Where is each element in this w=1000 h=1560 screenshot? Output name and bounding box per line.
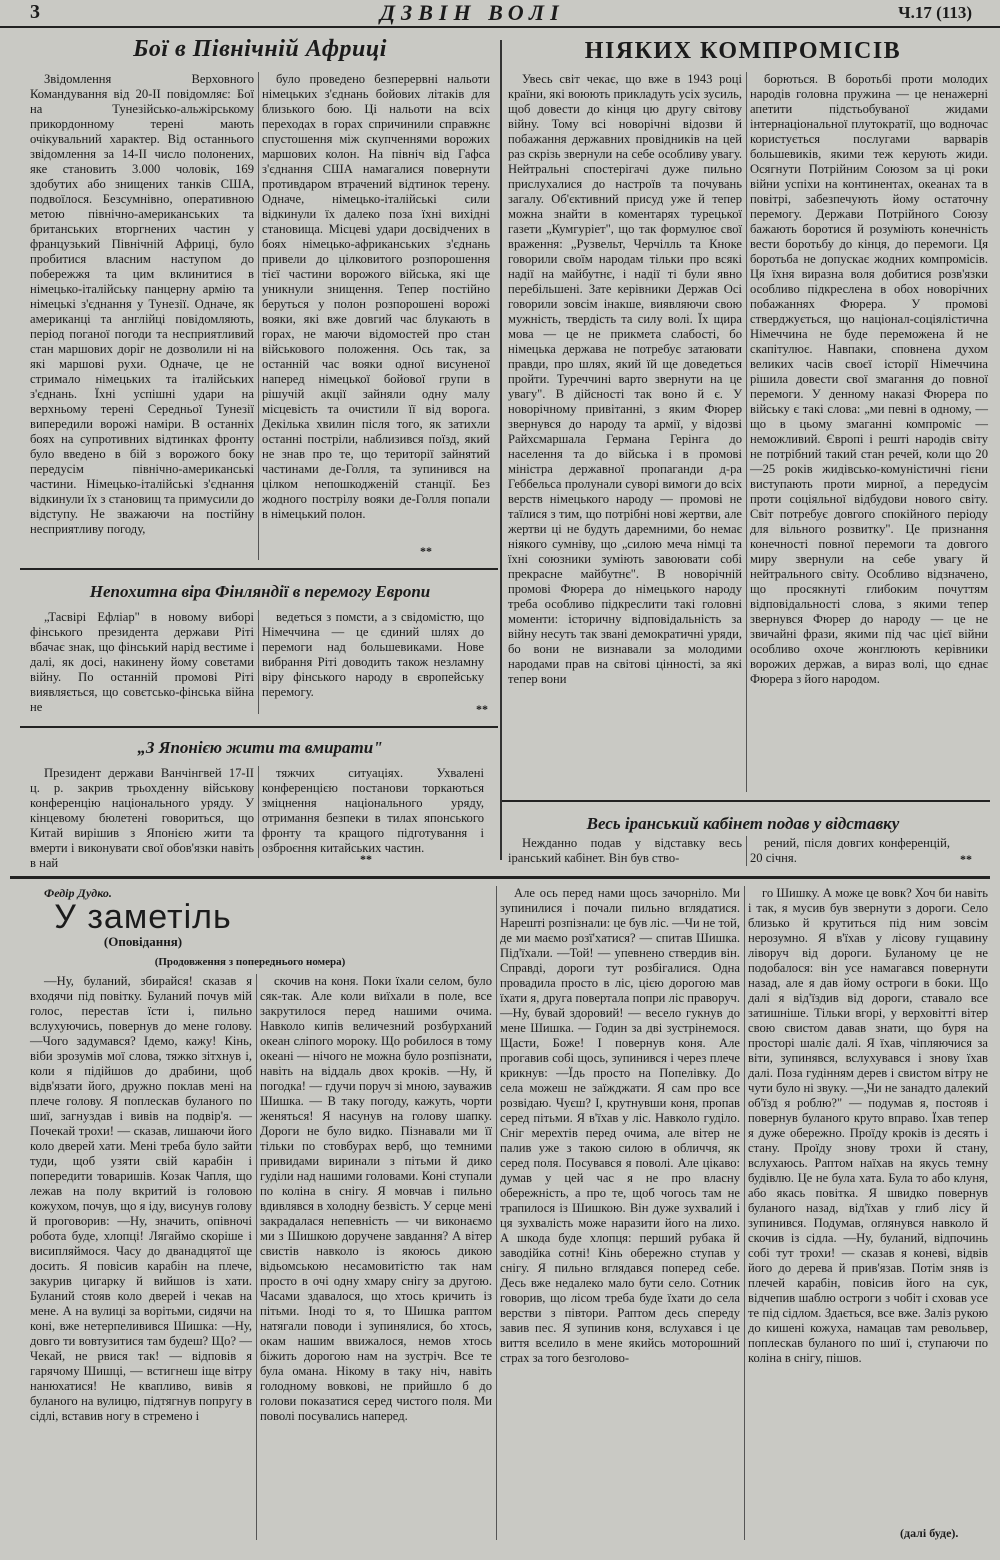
story-col2 bbox=[260, 974, 492, 1540]
article-title-japan: „З Японією жити та вмирати" bbox=[137, 738, 383, 757]
story-text1: —Ну, буланий, збирайся! сказав я входячи під повітку. Буланий почув мій голос, перестав їсти і, пильно вслухуючись, повернув до мене голову. —Чого задумався? Ідемо, кажу! Кінь, віби зрозумів мої слова, тяжко зітхнув і, коли я підійшов до драбини, щоб відв'язати його, дружно поклав мені на плече голову. Я поплескав буланого по шиї, загнуздав і вивів на подвір'я. —Почекай трохи! — сказав, лишаючи його коло дверей хати. Мені треба було зайти туди, щоб узяти свій карабін і попередити товаришів. Козак Чапля, що лежав на полу вкритий із головою кожухом, почув, що я іду, висунув голову й проговорив: —Ну, значить, опівночі робота буде, хлопці! Лягаймо скоріше і висипляймося. Часу до дванадцятої ще досить. Я повісив карабін на плече, закурив цигарку й вийшов із хати. Буланий стояв коло дверей і чекав на мене. А на вулиці за ворітьми, сидячи на коні, вже нетерпеливився Шишка: —Ну, довго ти вовтузитися там будеш? Що? —Чекай, не рвися так! — відповів я гарячому Шишці, — встигнеш іще вітру нанюхатися! Не квапливо, вивів я буланого на вулицю, підтягнув попругу в сідлі, вставив ногу в стремено і bbox=[30, 974, 252, 1423]
article-finland-col1 bbox=[30, 610, 254, 714]
article-compromise-text1: Увесь світ чекає, що вже в 1943 році країни, які воюють прикладуть усіх зусиль, щоб довести до кінця цю другу світову війну. Тому всі новорічні відозви й побажання державних провідників на цей раз скрізь звернули на себе особливу увагу. Нейтральні спостерігачі дуже пильно прислухалися до настроїв та почувань загалу. Об'єктивний присуд уже й тепер можна знайти в коментарях турецької газети „Кумгуріет", що так формулює свої враження: „Рузвельт, Черчілль та Кноке говорили своїм народам тільки про всякі надії на майбутнє, і надії ті були явно перебільшені. Зате керівники Держав Осі говорили зовсім інакше, виявляючи свою мужність, твердість та силу волі. Їх щира мова — це не прикмета слабості, бо німецька держава не потребує затаювати правди, про шлях, який їй ще доведеться пройти. Туреччині варто звернути на це увагу". В дійсності так воно й є. У новорічному привітанні, з яким Фюрер звернувся до народу та армії, у відозві Райхсмаршала Германа Герінга до населення та до війська і в промові міністра державної пропаганди д-ра Геббельса пролунали суворі вимоги до всіх верств німецького народу — промові не таїлися з тим, що потрібні нові жертви, але жертви ці не будуть даремними, бо немає ніякого сумніву, що „силою меча німці та їхні союзники зуміють завоювати собі прекрасне майбутнє". В новорічній промові Фюрера до німецького народу треба особливо підкреслити такі головні моменти: історичну відповідальність за війну несуть так звані демократичні уряди, бо вони не визнавали за молодими народами прав на світові цінності, за які тепер вони bbox=[508, 72, 742, 686]
article-africa-text2: було проведено безперервні нальоти німецьких з'єднань бойових літаків для близького бою. Ці нальоти на всіх переходах в горах спричинили справжнє спустошення між скупченнями ворожих маршових колон. На північ від Гафса з'єднання США намагалися повернути противдаром втрачений відтинок терену. Одначе, німецько-італійські сили відкинули їх далеко поза їхні вихідні становища. Місцеві удари досвідчених в боях німецько-африканських з'єднань привели до цілковитого розпорошення тієї частини ворожого війська, які ще уникнули знищення. Тепер постійно беруться у полон розпорошені ворожі вояки, які вже довгий час блукають в горах, не маючи відомостей про стан військового положення. Ось так, за останній час вояки одної висуненої наперед німецької бойової групи в рішучій акції зайняли одну малу місцевість та очистили її від ворога. Декілька хвилин після того, як затихли останні постріли, наблизився поїзд, який не знав про те, що території зайнятий частинами де-Голля, та зупинився на цілком непошкодженій станції. Без жодного пострілу вояки де-Голля попали в німецький полон. bbox=[262, 72, 490, 521]
article-finland-col2 bbox=[262, 610, 484, 714]
article-title-africa: Бої в Північній Африці bbox=[133, 36, 387, 62]
column-rule bbox=[746, 72, 747, 792]
story-continuation-note: (Продовження з попереднього номера) bbox=[154, 956, 346, 968]
article-compromise-col1 bbox=[508, 72, 742, 792]
column-rule bbox=[258, 610, 259, 714]
column-divider bbox=[500, 40, 502, 860]
article-japan-text2: тяжчих ситуаціях. Ухвалені конференцією постанови торкаються зміцнення національного уряду, отримання безпеки в тилах японського фронту та кращого підготування і озброєння китайських частин. bbox=[262, 766, 484, 855]
end-mark: ** bbox=[420, 544, 432, 558]
end-mark: ** bbox=[960, 852, 972, 866]
column-rule bbox=[496, 886, 497, 1540]
article-title-finland: Непохитна віра Фінляндії в перемогу Европи bbox=[89, 582, 431, 601]
section-rule-bottom bbox=[10, 876, 990, 879]
article-finland-text2: ведеться з помсти, а з свідомістю, що Німеччина — це єдиний шлях до перемоги над большевиками. Нове вибрання Ріті доводить також незламну віру фінського народу в європейську перемогу. bbox=[262, 610, 484, 699]
story-text3: Але ось перед нами щось зачорніло. Ми зупинилися і почали пильно вглядатися. Нарешті розпізнали: це був ліс. —Чи не той, де ми маємо розї'хатися? — спитав Шишка. Під'їхали. —Той! — упевнено ствердив він. Справді, дороги тут розбігалися. Одна провадила просто в ліс, цією дорогою мав їхати я, друга повертала попри ліс праворуч. —Ну, бувай здоровий! — весело гукнув до мене Шишка. — Годин за дві зустрінемося. Щасти, Боже! І повернув коня. Але прогавив собі щось, зупинився і через плече крикнув: —Їдь просто на Попелівку. До села можеш не заїжджати. Я сам про все розвідаю. Чуєш? І, крутнувши коня, пропав серед пітьми. Я в'їхав у ліс. Навколо гуділо. Сніг мерехтів перед очима, але вітер не палив уже з такою силою в обличчя, як серед поля. Посувався я поволі. Але цікаво: думав у цей час я не про власну обережність, а про те, щоб чогось там не трапилося із Шишкою. Він дуже зухвалий і ця зухвалість може наразити його на лихо. А шкода буде хлопця: перший рубака й заводійка сотні! Кінь обережно ступав у снігу. Я пильно вглядався поперед себе. Десь вже недалеко мало бути село. Сотник говорив, що лісом треба буде їхати до села верстви з півтори. Раптом десь спереду завив пес. Я зупинив коня, вслухався і це виття вселило в мене якийсь мотоpошний страх за того безголово- bbox=[500, 886, 740, 1365]
article-iran-col2 bbox=[750, 836, 950, 868]
story-title: У заметіль bbox=[54, 898, 232, 936]
section-rule bbox=[502, 800, 990, 802]
article-japan-col1 bbox=[30, 766, 254, 870]
masthead bbox=[0, 0, 1000, 28]
article-compromise-col2 bbox=[750, 72, 988, 792]
story-col3 bbox=[500, 886, 740, 1540]
article-africa-text1: Звідомлення Верховного Командування від 20-II повідомляє: Бої на Тунезійсько-альжірському прикордонному терені мають очікувальний характер. Від останнього звідомлення за 14-II число полонених, яке становить 3.000 чоловік, 169 здобутих або знищених танків США, подвоїлося. Безсумнівно, оперативною метою північно-американських та британських вторгнених частин у французький Північній Африці, було пробитися власним наступом до побережжя та цим вклинитися в німецько-італійську панцерну армію та німецькі з'єднання у Тунезії. Одначе, як американці та англійці повідомляють, період поганої погоди та несприятливий стан маршових доріг не дозволили ні на які маршові рухи. Одначе, це не стримало німецьких та італійських з'єднань. Їхні успішні удари на верхньому терені Середньої Тунезії випередили ворожі наміри. В останніх боях на супротивних відтинках фронту було введено в бій з ворожого боку передусім північно-американські частини. Німецько-італійські з'єднання відкинули їх з становищ та примусили до відступу. Не зважаючи на постійну несприятливу погоду, bbox=[30, 72, 254, 536]
article-iran-text2: рений, після довгих конференцій, 20 січня. bbox=[750, 836, 950, 865]
story-col1 bbox=[30, 974, 252, 1540]
story-col4 bbox=[748, 886, 988, 1522]
article-japan-col2 bbox=[262, 766, 484, 858]
column-rule bbox=[256, 974, 257, 1540]
story-author: Федір Дудко. bbox=[44, 886, 112, 900]
article-iran-col1 bbox=[508, 836, 742, 868]
article-compromise-text2: борються. В боротьбі проти молодих народів головна пружина — це ненажерні апетити підстьобуваної жидами інтернаціональної плутократії, що водночас користується послугами варварів большевиків, якими теж керують жиди. Осягнути Потрійним Союзом за ці роки війни успіхи на континентах, океанах та в повітрі, забезпечують йому остаточну перемогу. Держави Потрійного Союзу бажають боротися й розуміють конечність вести боротьбу до кінця, до перемоги. Ця боротьба не допускає жодних компромісів. Ця їхня виразна воля добитися розв'язки особливо підкреслена в обох новорічних побажаннях Фюрера. У промові стверджується, що націонал-соціялістична Німеччина не буде переможена й не скапітулює. Навпаки, сповнена духом великих часів своєї історії Німеччина рішила довести свої змагання до повної перемоги. У денному наказі Фюрера по війську є такі слова: „ми певні в одному, — що в цьому змаганні компроміс — неможливий. Європі і решті народів світу не потрібний такий стан речей, коли що 20—25 років жидівсько-комуністичні гієни виступають проти мирної, а передусім проти соціяльної відбудови нового світу. Світ потребує довгого спокійного періоду для вільного розвитку". Це признання конечності повної перемоги та довгого миру звернули на себе увагу й нейтрального світу. Особливо відзначено, що просякнуті глибоким почуттям відповідальності слова, з якими тепер звернувся Фюрер до народу — це не звичайні фрази, якими під час цієї війни особливо охоче жонглюють керівники ворожих держав, а вираз волі, що єднає Фюрера з його народом. bbox=[750, 72, 988, 686]
story-text2: скочив на коня. Поки їхали селом, було сяк-так. Але коли виїхали в поле, все закрутилося перед нашими очима. Навколо кипів величезний розбурханий океан сліпого мороку. Що робилося в тому океані — нічого не можна було розпізнати, навіть на віддаль двох кроків. —Ну, й погодка! — гдучи поруч зі мною, зауважив Шишка. — В таку погоду, кажуть, чорти женяться! Я насунув на голову шапку. Дороги не було видко. Пізнавали ми її тільки по стовбурах верб, що темними привидами виринали з пітьми й дико гуділи над нашими головами. Коні ступали по коліна в снігу. Я мовчав і пильно вдивлявся в холодну безвість. У серце мені закрадалася непевність — чи виконаємо ми з Шишкою доручене завдання? А вітер свистів навколо із якоюсь дикою відьомською несамовитістю так нам просто в очі одну хмару снігу за другою. Часами здавалося, що хтось кричить із пітьми. Іноді то я, то Шишка раптом натягали поводи і зупинялися, бо хтось, окам нашим ввижалося, немов хтось біжить дорогою нам на зустріч. Все те була омана. Нікому в таку ніч, навіть голодному вовкові, не прийшло б до голови показатися серед чистого поля. Ми поволі посувались наперед. bbox=[260, 974, 492, 1423]
story-continued: (далі буде). bbox=[900, 1526, 959, 1540]
article-iran-text1: Нежданно подав у відставку весь іранський кабінет. Він був ство- bbox=[508, 836, 742, 865]
article-japan-text1: Президент держави Ванчінгвей 17-II ц. р. закрив трьохденну військову конференцію національного уряду. У кінцевому бюлетені говориться, що Китай вирішив з Японією жити та вмерти і виконувати свої обов'язки навіть в най bbox=[30, 766, 254, 870]
column-rule bbox=[746, 836, 747, 866]
article-title-iran: Весь іранський кабінет подав у відставку bbox=[586, 814, 900, 833]
end-mark: ** bbox=[476, 702, 488, 716]
paper-title: ДЗВІН ВОЛІ bbox=[380, 0, 565, 25]
end-mark: ** bbox=[360, 852, 372, 866]
story-text4: го Шишку. А може це вовк? Хоч би навіть і так, я мусив був звернути з дороги. Село близько й крутиться під ним зовсім нерозумно. Я в'їхав у лісову гущавину ліворуч від дороги. Буланому це не подобалося: він усе намагався повернути назад, але я дав йому остроги в боки. Що далі я від'їздив від дороги, ставало все затишніше. Тільки вгорі, у верховітті вітер свою свистом давав знати, що буря на просторі шаліє далі. Я їхав, чіпляючися за віти, зупинявся, вслухувався і знову їхав далі. Поза гудінням дерев і свистом вітру не чути було ні звуку. —„Чи не занадто далекий об'їзд я роблю?" — подумав я, постояв і повернув буланого круто вправо. Їхав тепер я дуже обережно. Проїду кроків із десять і стану. Проїду знову трохи й стану, вслухаюсь. Раптом наїхав на якусь темну будівлю. Це не була хата. Була то або клуня, або якась повітка. Я швидко повернув буланого назад, від'їхав у глиб лісу й зупинився. Подумав, оглянувся навколо й скочив із сідла. —Ну, буланий, відпочинь собі тут трохи! — сказав я коневі, відвів його до дерева й прив'язав. Потім зняв із плечей карабін, повісив його на сук, відчепив шаблю остроги з чобіт і сховав усе те під сідлом. Здається, все вже. Заліз рукою до кишені кожуха, намацав там револьвер, поплескав буланого по шиї і, ступаючи по коліна в снігу, пішов. bbox=[748, 886, 988, 1365]
article-title-compromise: НІЯКИХ КОМПРОМІСІВ bbox=[584, 38, 902, 64]
story-subtitle: (Оповідання) bbox=[103, 934, 183, 949]
section-rule bbox=[20, 726, 498, 728]
column-rule bbox=[258, 766, 259, 858]
article-africa-col1 bbox=[30, 72, 254, 560]
column-rule bbox=[258, 72, 259, 560]
section-rule bbox=[20, 568, 498, 570]
page-number: 3 bbox=[30, 1, 40, 23]
issue-number: Ч.17 (113) bbox=[898, 3, 972, 22]
article-finland-text1: „Тасвірі Ефліар" в новому виборі фінського президента держави Ріті вбачає знак, що фінський нарід вестиме і далі, як досі, накинену йому совєтами війну. По останній промові Ріті виявляється, що совєтсько-фінська війна не bbox=[30, 610, 254, 714]
article-africa-col2 bbox=[262, 72, 490, 552]
column-rule bbox=[744, 886, 745, 1540]
